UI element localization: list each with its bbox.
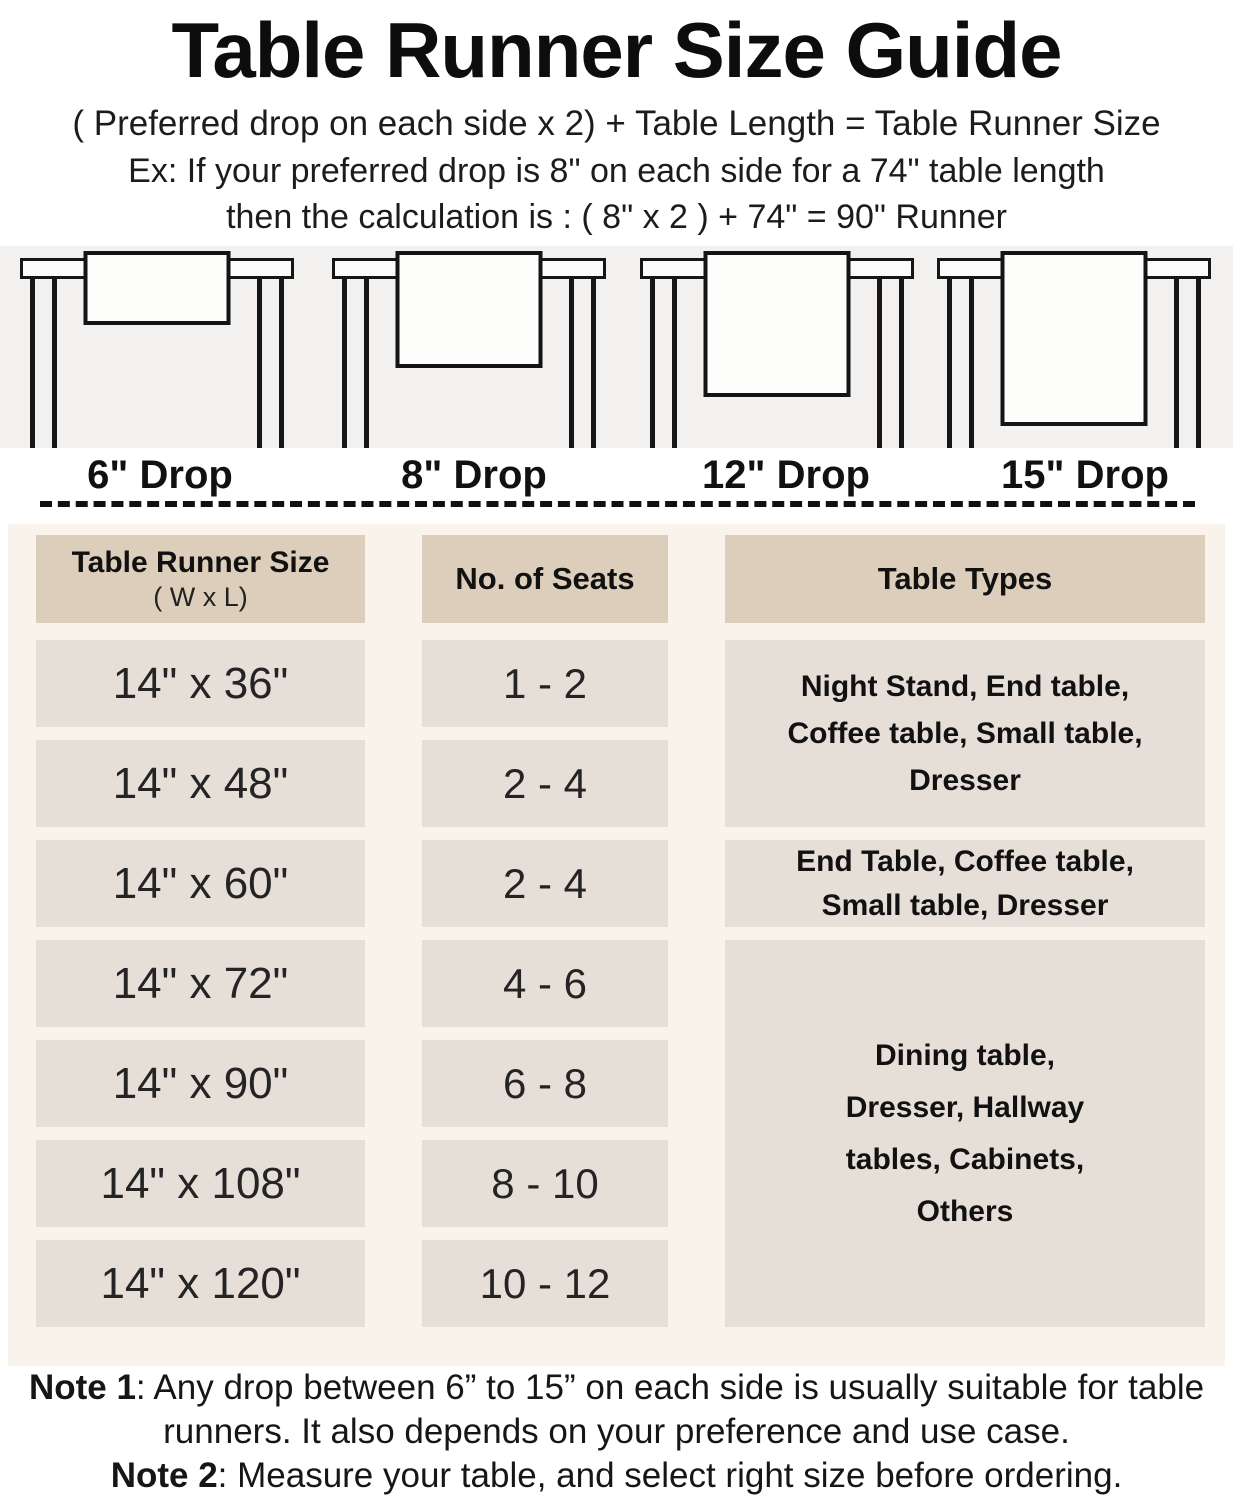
table-leg	[672, 277, 677, 448]
note-1-text: : Any drop between 6” to 15” on each side is usually suitable for table runners. It also depends on your preference and use case.	[135, 1368, 1205, 1451]
page-title: Table Runner Size Guide	[171, 6, 1062, 94]
drop-label-12: 12" Drop	[702, 453, 870, 497]
size-cell: 14" x 72"	[36, 940, 365, 1027]
seats-cell: 2 - 4	[422, 840, 668, 927]
note-2	[9, 1454, 1224, 1498]
drop-label-6: 6" Drop	[87, 453, 233, 497]
table-leg	[650, 277, 655, 448]
seats-cell: 8 - 10	[422, 1140, 668, 1227]
example-line-1: Ex: If your preferred drop is 8" on each side for a 74" table length	[128, 152, 1105, 190]
header-table-types: Table Types	[725, 535, 1205, 623]
drop-diagram-strip	[0, 246, 1233, 448]
runner-8-drop	[396, 251, 543, 368]
table-leg	[30, 277, 35, 448]
header-runner-size-line1: Table Runner Size	[71, 546, 330, 579]
runner-12-drop	[704, 251, 851, 397]
notes-section	[0, 1366, 1233, 1498]
header-seats: No. of Seats	[422, 535, 668, 623]
table-leg	[279, 277, 284, 448]
table-leg	[591, 277, 596, 448]
size-cell: 14" x 120"	[36, 1240, 365, 1327]
dashed-divider	[40, 501, 1195, 507]
table-leg	[1174, 277, 1179, 448]
seats-cell: 10 - 12	[422, 1240, 668, 1327]
runner-6-drop	[84, 251, 231, 325]
seats-cell: 2 - 4	[422, 740, 668, 827]
size-cell: 14" x 90"	[36, 1040, 365, 1127]
table-diagram-12-drop	[640, 246, 914, 448]
table-diagram-15-drop	[937, 246, 1211, 448]
size-cell: 14" x 60"	[36, 840, 365, 927]
table-diagram-6-drop	[20, 246, 294, 448]
table-leg	[969, 277, 974, 448]
table-types-group-3: Dining table, Dresser, Hallway tables, Cabinets, Others	[725, 940, 1205, 1327]
example-line-2: then the calculation is : ( 8" x 2 ) + 74" = 90" Runner	[226, 198, 1007, 236]
note-1	[9, 1366, 1224, 1454]
table-leg	[947, 277, 952, 448]
seats-cell: 4 - 6	[422, 940, 668, 1027]
size-cell: 14" x 36"	[36, 640, 365, 727]
drop-label-row	[0, 448, 1233, 502]
table-leg	[1196, 277, 1201, 448]
header-runner-size-line2: ( W x L)	[153, 582, 248, 612]
table-leg	[899, 277, 904, 448]
drop-label-15: 15" Drop	[1001, 453, 1169, 497]
table-diagram-8-drop	[332, 246, 606, 448]
header-runner-size	[36, 535, 365, 623]
table-leg	[52, 277, 57, 448]
table-leg	[877, 277, 882, 448]
table-leg	[569, 277, 574, 448]
table-leg	[257, 277, 262, 448]
table-types-group-1: Night Stand, End table, Coffee table, Small table, Dresser	[725, 640, 1205, 827]
note-1-label: Note 1	[28, 1368, 136, 1407]
table-leg	[364, 277, 369, 448]
drop-label-8: 8" Drop	[401, 453, 547, 497]
seats-cell: 1 - 2	[422, 640, 668, 727]
note-2-text: : Measure your table, and select right size before ordering.	[217, 1456, 1123, 1495]
note-2-label: Note 2	[110, 1456, 218, 1495]
table-types-group-2: End Table, Coffee table, Small table, Dresser	[725, 840, 1205, 927]
runner-15-drop	[1001, 251, 1148, 426]
size-table	[8, 524, 1225, 1366]
seats-cell: 6 - 8	[422, 1040, 668, 1127]
formula-text: ( Preferred drop on each side x 2) + Table Length = Table Runner Size	[72, 104, 1161, 143]
size-cell: 14" x 48"	[36, 740, 365, 827]
table-leg	[342, 277, 347, 448]
size-cell: 14" x 108"	[36, 1140, 365, 1227]
